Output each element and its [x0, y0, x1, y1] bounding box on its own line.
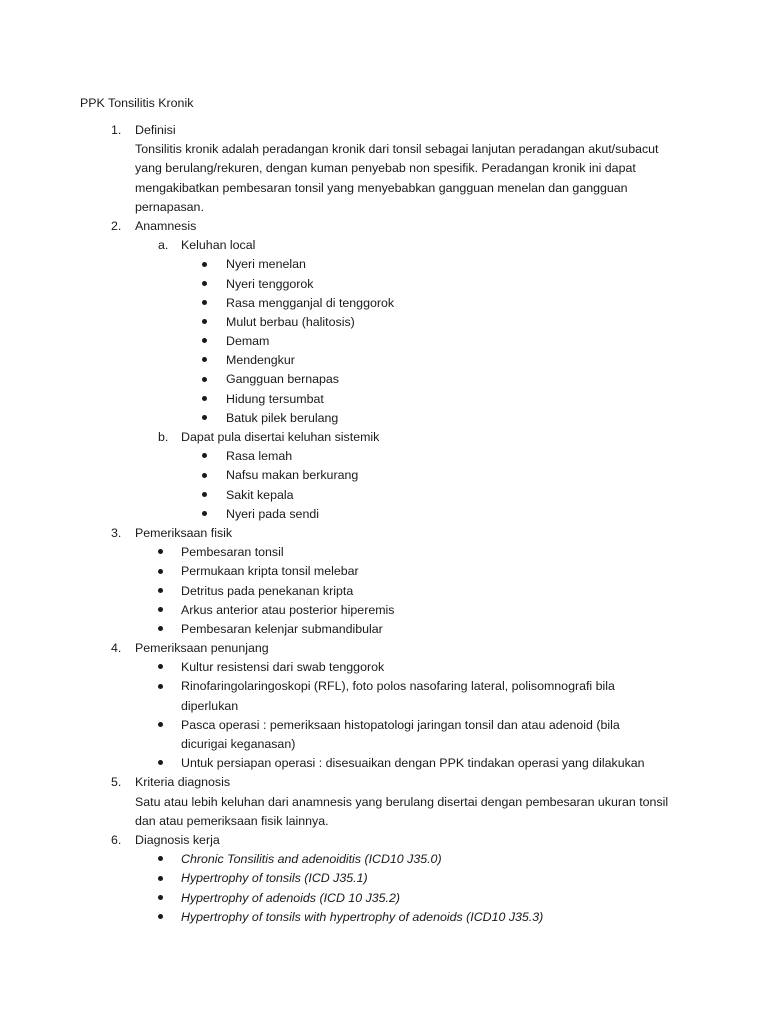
paragraph-text: Tonsilitis kronik adalah peradangan kronik dari tonsil sebagai lanjutan peradangan akut/subacut	[135, 142, 659, 157]
section-heading: Diagnosis kerja	[135, 832, 220, 847]
paragraph-text: Satu atau lebih keluhan dari anamnesis yang berulang disertai dengan pembesaran ukuran tonsil	[135, 794, 669, 809]
paragraph-line	[0, 159, 768, 178]
sublist-heading-b	[0, 428, 768, 447]
list-item-text: Nyeri menelan	[226, 257, 306, 272]
list-item-text: Batuk pilek berulang	[226, 410, 339, 425]
list-item	[0, 390, 768, 409]
section-heading: Pemeriksaan fisik	[135, 525, 233, 540]
list-item-text: Hypertrophy of tonsils with hypertrophy of adenoids (ICD10 J35.3)	[181, 909, 544, 924]
section-heading: Kriteria diagnosis	[135, 775, 231, 790]
bullet-icon	[158, 850, 163, 869]
paragraph-line	[0, 198, 768, 217]
sublist-label: Dapat pula disertai keluhan sistemik	[181, 430, 380, 444]
list-item-text: Pembesaran kelenjar submandibular	[181, 621, 383, 636]
list-item-text: Chronic Tonsilitis and adenoiditis (ICD10 J35.0)	[181, 852, 442, 867]
list-item-text: Pembesaran tonsil	[181, 545, 284, 560]
list-item-text: dicurigai keganasan)	[181, 737, 296, 751]
bullet-icon	[158, 582, 163, 601]
list-item	[0, 582, 768, 601]
section-number: 3.	[111, 525, 122, 540]
paragraph-text: pernapasan.	[135, 199, 204, 214]
list-item	[0, 409, 768, 428]
list-item-text: Nyeri tenggorok	[226, 276, 314, 291]
section-number: 1.	[111, 123, 122, 137]
bullet-icon	[202, 332, 207, 351]
list-item	[0, 332, 768, 351]
list-item	[0, 850, 768, 869]
list-item	[0, 255, 768, 274]
section-heading: Anamnesis	[135, 218, 197, 233]
list-item-text: Nyeri pada sendi	[226, 506, 319, 521]
paragraph-line	[0, 179, 768, 198]
list-item-text: Nafsu makan berkurang	[226, 468, 359, 483]
list-item-text: Detritus pada penekanan kripta	[181, 583, 354, 598]
paragraph-line	[0, 140, 768, 159]
list-item	[0, 601, 768, 620]
list-item-text: Pasca operasi : pemeriksaan histopatologi jaringan tonsil dan atau adenoid (bila	[181, 717, 620, 732]
list-item	[0, 543, 768, 562]
bullet-icon	[202, 466, 207, 485]
sublist-heading-a	[0, 236, 768, 255]
list-item-text: Hidung tersumbat	[226, 391, 324, 406]
list-item	[0, 677, 768, 696]
list-item-text: Arkus anterior atau posterior hiperemis	[181, 602, 395, 617]
list-item-text: Hypertrophy of adenoids (ICD 10 J35.2)	[181, 890, 401, 905]
list-item	[0, 869, 768, 888]
paragraph-text: mengakibatkan pembesaran tonsil yang menyebabkan gangguan menelan dan gangguan	[135, 180, 628, 195]
document-body	[0, 121, 768, 927]
section-heading: Definisi	[135, 123, 176, 137]
list-item	[0, 466, 768, 485]
list-item-continuation	[0, 735, 768, 754]
section-definisi-heading	[0, 121, 768, 140]
list-item	[0, 889, 768, 908]
paragraph-text: yang berulang/rekuren, dengan kuman penyebab non spesifik. Peradangan kronik ini dapat	[135, 161, 636, 176]
section-number: 6.	[111, 832, 122, 847]
bullet-icon	[202, 505, 207, 524]
list-item	[0, 562, 768, 581]
sublist-label: Keluhan local	[181, 238, 256, 253]
bullet-icon	[158, 889, 163, 908]
list-item-continuation	[0, 697, 768, 716]
section-number: 5.	[111, 775, 122, 790]
bullet-icon	[158, 543, 163, 562]
bullet-icon	[158, 908, 163, 927]
list-item	[0, 447, 768, 466]
section-diagnosis-kerja-heading	[0, 831, 768, 850]
bullet-icon	[202, 447, 207, 466]
bullet-icon	[158, 677, 163, 696]
list-item-text: Demam	[226, 334, 270, 349]
bullet-icon	[202, 409, 207, 428]
bullet-icon	[158, 562, 163, 581]
list-item	[0, 294, 768, 313]
list-item-text: Mendengkur	[226, 353, 295, 368]
bullet-icon	[158, 716, 163, 735]
list-item-text: Untuk persiapan operasi : disesuaikan dengan PPK tindakan operasi yang dilakukan	[181, 756, 645, 771]
list-item-text: Rinofaringolaringoskopi (RFL), foto polos nasofaring lateral, polisomnografi bila	[181, 679, 615, 694]
paragraph-text: dan atau pemeriksaan fisik lainnya.	[135, 813, 329, 828]
bullet-icon	[158, 754, 163, 773]
list-item-text: Mulut berbau (halitosis)	[226, 314, 355, 329]
bullet-icon	[202, 370, 207, 389]
section-number: 2.	[111, 218, 122, 233]
list-item	[0, 908, 768, 927]
list-item	[0, 505, 768, 524]
bullet-icon	[202, 275, 207, 294]
bullet-icon	[158, 620, 163, 639]
alpha-marker: a.	[158, 238, 169, 253]
list-item-text: Permukaan kripta tonsil melebar	[181, 564, 359, 579]
bullet-icon	[202, 255, 207, 274]
bullet-icon	[202, 390, 207, 409]
section-kriteria-diagnosis-heading	[0, 773, 768, 792]
section-number: 4.	[111, 641, 122, 656]
section-heading: Pemeriksaan penunjang	[135, 641, 269, 656]
alpha-marker: b.	[158, 430, 169, 444]
list-item-text: Hypertrophy of tonsils (ICD J35.1)	[181, 871, 368, 886]
list-item	[0, 275, 768, 294]
list-item-text: Rasa mengganjal di tenggorok	[226, 295, 395, 310]
bullet-icon	[158, 658, 163, 677]
section-anamnesis-heading	[0, 217, 768, 236]
list-item	[0, 658, 768, 677]
list-item	[0, 620, 768, 639]
list-item	[0, 351, 768, 370]
list-item	[0, 754, 768, 773]
bullet-icon	[202, 313, 207, 332]
list-item	[0, 716, 768, 735]
bullet-icon	[202, 351, 207, 370]
section-pemeriksaan-fisik-heading	[0, 524, 768, 543]
list-item-text: Rasa lemah	[226, 449, 293, 464]
list-item-text: Kultur resistensi dari swab tenggorok	[181, 660, 385, 675]
list-item-text: diperlukan	[181, 698, 239, 713]
bullet-icon	[202, 294, 207, 313]
bullet-icon	[158, 869, 163, 888]
section-pemeriksaan-penunjang-heading	[0, 639, 768, 658]
document-title: PPK Tonsilitis Kronik	[80, 96, 194, 110]
list-item-text: Gangguan bernapas	[226, 372, 339, 387]
list-item	[0, 370, 768, 389]
list-item	[0, 313, 768, 332]
bullet-icon	[202, 486, 207, 505]
paragraph-line	[0, 812, 768, 831]
bullet-icon	[158, 601, 163, 620]
list-item-text: Sakit kepala	[226, 487, 294, 502]
list-item	[0, 486, 768, 505]
paragraph-line	[0, 793, 768, 812]
